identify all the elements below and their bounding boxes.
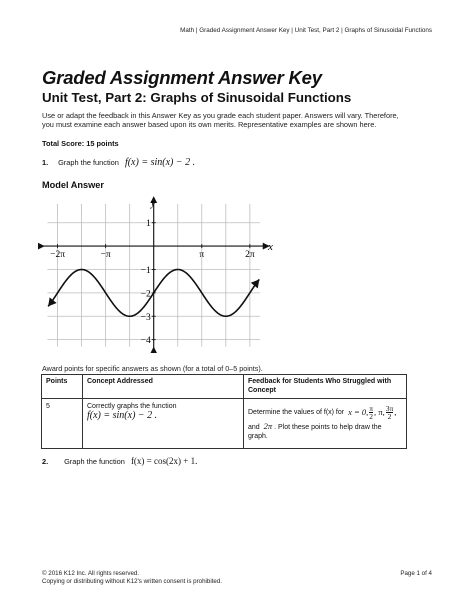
row-points: 5: [42, 399, 83, 449]
feedback-line-2: [248, 422, 402, 432]
curve-arrow-left: [45, 297, 57, 309]
y-tick-label: −1: [140, 265, 151, 276]
feedback-line-2-rest: . Plot these points to help draw the: [274, 424, 382, 431]
x-tick-label: π: [199, 250, 205, 261]
intro-paragraph: [42, 111, 434, 130]
footer-notice: Copying or distributing without K12's written consent is prohibited.: [42, 578, 223, 585]
header-points: Points: [42, 375, 83, 399]
y-axis-label: y: [150, 197, 156, 209]
feedback-x: x = 0,: [348, 407, 369, 417]
total-score: Total Score: 15 points: [42, 139, 119, 148]
feedback-comma: ,: [394, 407, 397, 417]
footer-copyright: © 2016 K12 Inc. All rights reserved.: [42, 570, 140, 577]
feedback-2pi: 2π: [263, 421, 273, 431]
question-2-number: 2.: [42, 457, 49, 466]
table-row: [42, 399, 407, 449]
fraction-pi-over-2: [369, 405, 373, 420]
fraction-1-numerator: π: [369, 404, 374, 413]
question-2: [42, 456, 197, 466]
header-concept: Concept Addressed: [83, 375, 244, 399]
feedback-prefix: Determine the values of f(x) for: [248, 409, 345, 416]
row-concept-math: f(x) = sin(x) − 2 .: [87, 410, 158, 421]
fraction-2-numerator: 3π: [385, 404, 394, 413]
page-subtitle: Unit Test, Part 2: Graphs of Sinusoidal Functions: [42, 90, 352, 105]
x-tick-label: −π: [100, 250, 111, 261]
feedback-line-3: graph.: [248, 433, 268, 440]
model-answer-heading: Model Answer: [42, 180, 104, 190]
feedback-line-1: [248, 405, 402, 420]
intro-line-1: Use or adapt the feedback in this Answer Key as you grade each student paper. Answers will vary. Therefore,: [42, 111, 399, 120]
question-1-number: 1.: [42, 158, 49, 167]
question-1-text: Graph the function: [58, 158, 119, 167]
row-feedback: [244, 399, 407, 449]
footer-copyright-block: [42, 570, 222, 586]
page-title: Graded Assignment Answer Key: [42, 67, 322, 88]
row-concept-text: Correctly graphs the function: [87, 403, 177, 410]
intro-line-2: you must examine each answer based upon its own merits. Representative examples are shown here.: [42, 120, 377, 130]
question-1-math: f(x) = sin(x) − 2 .: [124, 157, 196, 168]
y-tick-label: 1: [145, 219, 151, 230]
points-table: [41, 374, 407, 449]
x-tick-label: −2π: [50, 250, 66, 261]
running-header: Math | Graded Assignment Answer Key | Unit Test, Part 2 | Graphs of Sinusoidal Functions: [180, 27, 432, 34]
y-tick-label: −2: [140, 289, 151, 300]
y-tick-label: −4: [140, 336, 151, 347]
header-feedback: Feedback for Students Who Struggled with Concept: [244, 375, 407, 399]
footer-page-number: Page 1 of 4: [400, 570, 432, 577]
table-header-row: [42, 375, 407, 399]
question-2-text: Graph the function: [64, 457, 125, 466]
feedback-and: and: [248, 424, 260, 431]
award-text: Award points for specific answers as shown (for a total of 0–5 points).: [42, 364, 263, 373]
y-tick-label: −3: [140, 312, 151, 323]
fraction-2-denominator: 2: [387, 412, 392, 421]
question-1: [42, 157, 195, 168]
question-2-math: f(x) = cos(2x) + 1.: [130, 456, 198, 466]
fraction-3pi-over-2: [385, 404, 397, 421]
fraction-1-denominator: 2: [369, 412, 373, 421]
curve-arrow-right: [251, 277, 263, 289]
sine-graph: [36, 193, 276, 353]
x-tick-label: 2π: [245, 250, 255, 261]
x-axis-label: x: [268, 241, 273, 254]
graph-tick-labels: [50, 219, 255, 346]
graph-axes: [43, 197, 273, 349]
feedback-mid: , π,: [374, 407, 385, 417]
row-concept: [83, 399, 244, 449]
